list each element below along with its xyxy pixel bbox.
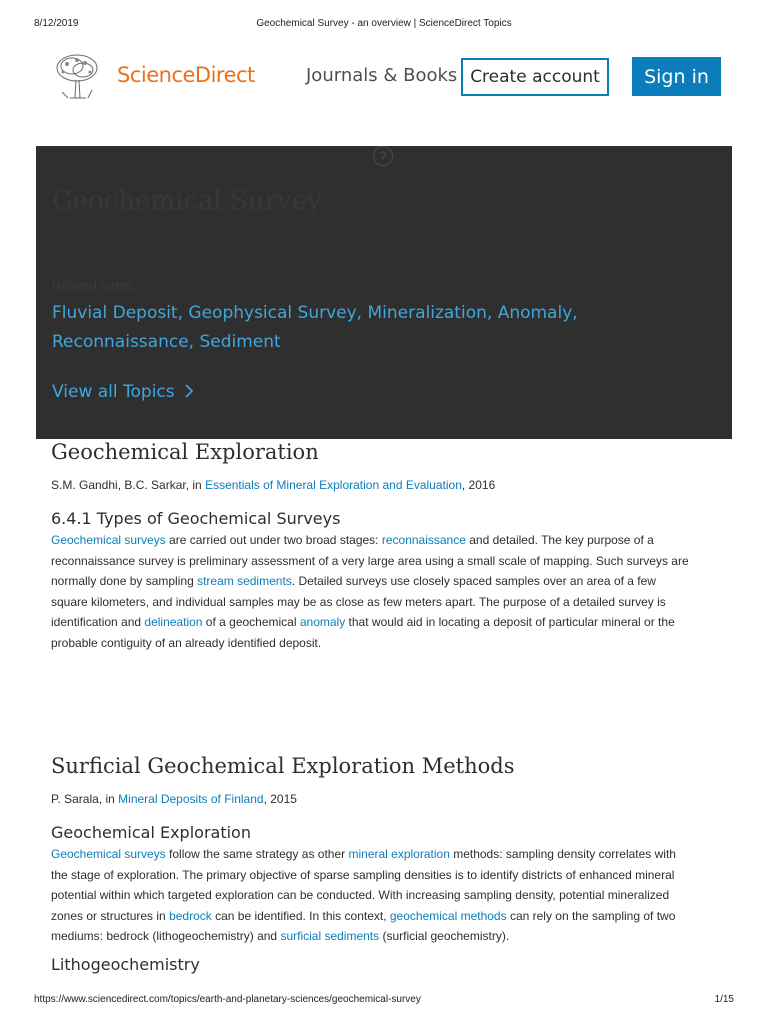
topic-title: Geochemical Survey [52,186,322,216]
topic-link-reconnaissance[interactable]: Reconnaissance [52,332,189,352]
citation: S.M. Gandhi, B.C. Sarkar, in Essentials of Mineral Exploration and Evaluation, 2016 [51,478,496,492]
article-section-2 [51,754,691,974]
topic-hero [36,146,732,439]
section-paragraph: Geochemical surveys are carried out under two broad stages: reconnaissance and detailed. The key purpose of a reconnaissance survey is preliminary assessment of a very large area using a small scale of mapping. Such surveys are normally done by sampling stream sediments. Detailed surveys use closely spaced samples over an area of a few square kilometers, and individual samples may be as close as few meters apart. The purpose of a detailed survey is identification and delineation of a geochemical anomaly that would aid in locating a deposit of particular mineral or the probable contiguity of an already identified deposit. [51,533,689,650]
sciencedirect-brand[interactable]: ScienceDirect [117,63,255,87]
related-topics: Fluvial Deposit, Geophysical Survey, Mineralization, Anomaly, Reconnaissance, Sediment [52,303,578,352]
link-mineral-exploration[interactable]: mineral exploration [348,847,450,861]
link-bedrock[interactable]: bedrock [169,908,212,923]
journals-books-link[interactable]: Journals & Books [306,65,458,86]
book-link[interactable]: Mineral Deposits of Finland [118,792,264,806]
article-section-1 [51,440,691,653]
link-geochemical-surveys[interactable]: Geochemical surveys [51,533,166,547]
topic-link-anomaly[interactable]: Anomaly [497,303,573,323]
citation: P. Sarala, in Mineral Deposits of Finland, 2015 [51,792,297,806]
topic-link-sediment[interactable]: Sediment [199,332,281,352]
section-title: Surficial Geochemical Exploration Methods [51,754,515,778]
help-icon[interactable]: ? [373,146,393,166]
topic-link-mineralization[interactable]: Mineralization [367,303,487,323]
print-page-number: 1/15 [714,994,734,1005]
print-url: https://www.sciencedirect.com/topics/earth-and-planetary-sciences/geochemical-survey [34,994,421,1005]
link-geochemical-surveys[interactable]: Geochemical surveys [51,847,166,861]
book-link[interactable]: Essentials of Mineral Exploration and Evaluation [205,478,462,492]
link-reconnaissance[interactable]: reconnaissance [381,533,466,547]
print-date: 8/12/2019 [34,18,79,29]
topic-link-fluvial-deposit[interactable]: Fluvial Deposit [52,303,178,323]
section-subtitle: 6.4.1 Types of Geochemical Surveys [51,509,341,528]
print-title: Geochemical Survey - an overview | ScienceDirect Topics [256,18,512,29]
sign-in-button[interactable]: Sign in [632,57,721,96]
link-anomaly[interactable]: anomaly [299,615,346,629]
chevron-right-icon [184,383,194,399]
elsevier-tree-logo[interactable] [52,52,102,102]
section-subtitle: Geochemical Exploration [51,823,251,842]
link-stream-sediments[interactable]: stream sediments [197,574,292,588]
link-geochemical-methods[interactable]: geochemical methods [389,908,507,923]
create-account-button[interactable]: Create account [461,58,609,96]
link-surficial-sediments[interactable]: surficial sediments [280,929,380,943]
section-subtitle-lithogeochemistry: Lithogeochemistry [51,954,200,974]
link-delineation[interactable]: delineation [144,615,203,629]
section-paragraph: Geochemical surveys follow the same strategy as other mineral exploration methods: sampling density correlates with the stage of exploration. The primary objective of sparse sampling densities is to identify districts of enhanced mineral potential within which targeted exploration can be conducted. With increasing sampling density, potential mineralized zones or structures in bedrock can be identified. In this context, geochemical methods can rely on the sampling of two mediums: bedrock (lithogeochemistry) and surficial sediments (surficial geochemistry). [51,847,676,943]
view-all-topics-link[interactable] [52,382,194,402]
topic-link-geophysical-survey[interactable]: Geophysical Survey [188,303,357,323]
section-title: Geochemical Exploration [51,440,319,464]
view-all-label: View all Topics [52,382,175,402]
related-terms-label: Related terms: [52,278,137,293]
